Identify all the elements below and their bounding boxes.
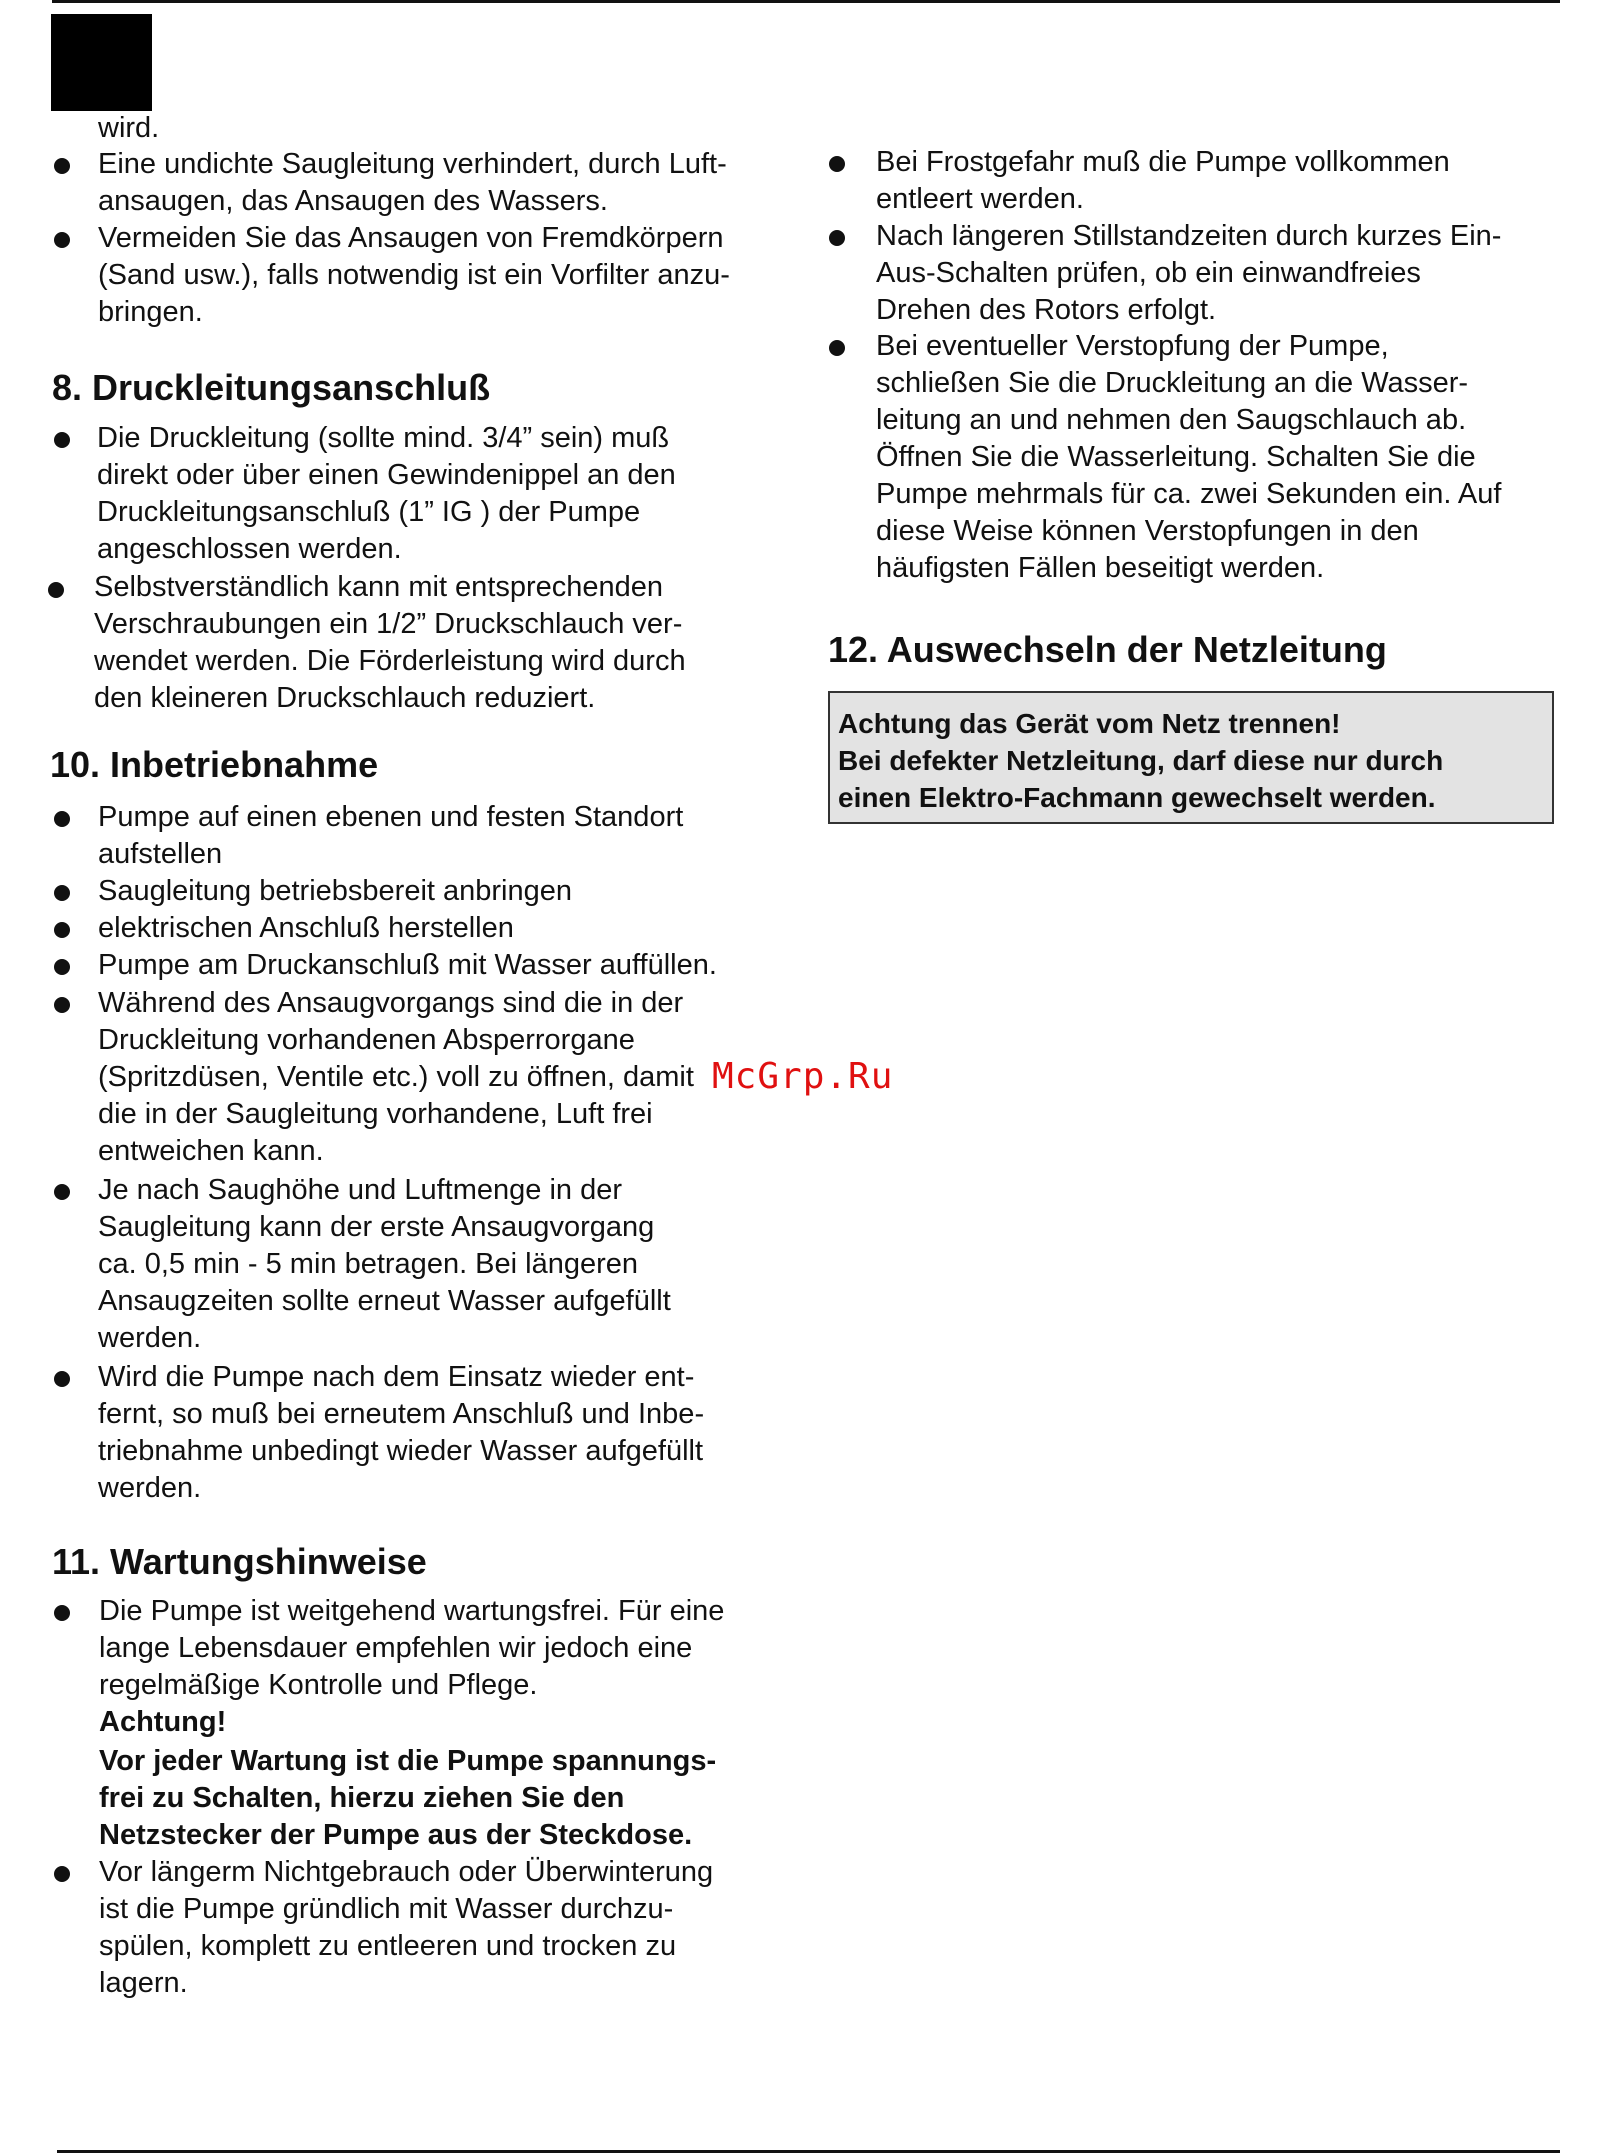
list-item-line: Pumpe mehrmals für ca. zwei Sekunden ein. Auf — [876, 478, 1502, 510]
bullet-icon — [54, 885, 70, 901]
list-item-line: Bei eventueller Verstopfung der Pumpe, — [876, 330, 1389, 362]
bullet-icon — [54, 959, 70, 975]
warning-box-line: einen Elektro-Fachmann gewechselt werden. — [838, 782, 1436, 813]
warning-box-line: Bei defekter Netzleitung, darf diese nur durch — [838, 745, 1444, 776]
bullet-icon — [829, 156, 845, 172]
list-item-line: Die Druckleitung (sollte mind. 3/4” sein) muß — [97, 422, 670, 454]
list-item-line: direkt oder über einen Gewindenippel an den — [97, 459, 676, 491]
section-12-title: 12. Auswechseln der Netzleitung — [828, 629, 1387, 670]
bullet-icon — [54, 1371, 70, 1387]
warning-line: Netzstecker der Pumpe aus der Steckdose. — [99, 1819, 693, 1851]
page-marker-block — [51, 14, 152, 111]
bullet-icon — [48, 582, 64, 598]
list-item-line: fernt, so muß bei erneutem Anschluß und Inbe- — [98, 1398, 705, 1430]
bottom-rule — [57, 2150, 1560, 2153]
list-item-line: lagern. — [99, 1967, 188, 1999]
list-item-line: Druckleitungsanschluß (1” IG ) der Pumpe — [97, 496, 641, 528]
bullet-icon — [54, 1605, 70, 1621]
list-item-line: werden. — [98, 1472, 202, 1504]
list-item-line: leitung an und nehmen den Saugschlauch ab. — [876, 404, 1467, 436]
warning-line: frei zu Schalten, hierzu ziehen Sie den — [99, 1782, 625, 1814]
list-item-line: spülen, komplett zu entleeren und trocken zu — [99, 1930, 677, 1962]
bullet-icon — [54, 1184, 70, 1200]
bullet-icon — [54, 432, 70, 448]
list-item-line: Saugleitung kann der erste Ansaugvorgang — [98, 1211, 655, 1243]
list-item-line: entweichen kann. — [98, 1135, 324, 1167]
list-item-line: Vermeiden Sie das Ansaugen von Fremdkörpern — [98, 222, 724, 254]
section-10-title: 10. Inbetriebnahme — [50, 744, 379, 785]
list-item-line: (Sand usw.), falls notwendig ist ein Vorfilter anzu- — [98, 259, 730, 291]
list-item-line: ansaugen, das Ansaugen des Wassers. — [98, 185, 608, 217]
bullet-icon — [54, 232, 70, 248]
bullet-icon — [829, 230, 845, 246]
top-rule — [52, 0, 1560, 3]
list-item-line: wendet werden. Die Förderleistung wird durch — [94, 645, 686, 677]
bullet-icon — [54, 997, 70, 1013]
bullet-icon — [54, 811, 70, 827]
bullet-icon — [829, 340, 845, 356]
list-item-line: aufstellen — [98, 838, 223, 870]
list-item-line: Nach längeren Stillstandzeiten durch kurzes Ein- — [876, 220, 1502, 252]
list-item-line: ist die Pumpe gründlich mit Wasser durchzu- — [99, 1893, 674, 1925]
list-item-line: die in der Saugleitung vorhandene, Luft frei — [98, 1098, 653, 1130]
list-item-line: Pumpe auf einen ebenen und festen Standort — [98, 801, 684, 833]
continuation-text: wird. — [98, 112, 160, 144]
list-item-line: ca. 0,5 min - 5 min betragen. Bei längeren — [98, 1248, 639, 1280]
list-item-line: Ansaugzeiten sollte erneut Wasser aufgefüllt — [98, 1285, 671, 1317]
bullet-icon — [54, 158, 70, 174]
list-item-line: Bei Frostgefahr muß die Pumpe vollkommen — [876, 146, 1450, 178]
list-item-line: (Spritzdüsen, Ventile etc.) voll zu öffnen, damit — [98, 1061, 694, 1093]
section-11-title: 11. Wartungshinweise — [52, 1541, 427, 1582]
list-item-line: Öffnen Sie die Wasserleitung. Schalten Sie die — [876, 441, 1476, 473]
list-item-line: lange Lebensdauer empfehlen wir jedoch eine — [99, 1632, 693, 1664]
list-item-line: angeschlossen werden. — [97, 533, 402, 565]
list-item-line: regelmäßige Kontrolle und Pflege. — [99, 1669, 538, 1701]
list-item-line: Eine undichte Saugleitung verhindert, durch Luft- — [98, 148, 727, 180]
list-item-line: Aus-Schalten prüfen, ob ein einwandfreies — [876, 257, 1421, 289]
list-item-line: schließen Sie die Druckleitung an die Wasser- — [876, 367, 1469, 399]
warning-box — [828, 691, 1554, 824]
section-8-title: 8. Druckleitungsanschluß — [52, 367, 491, 408]
list-item-line: diese Weise können Verstopfungen in den — [876, 515, 1419, 547]
list-item-line: Vor längerm Nichtgebrauch oder Überwinterung — [99, 1856, 714, 1888]
list-item-line: werden. — [98, 1322, 202, 1354]
bullet-icon — [54, 1866, 70, 1882]
bullet-icon — [54, 922, 70, 938]
list-item-line: bringen. — [98, 296, 203, 328]
list-item-line: Selbstverständlich kann mit entsprechenden — [94, 571, 664, 603]
list-item-line: den kleineren Druckschlauch reduziert. — [94, 682, 596, 714]
list-item-line: Druckleitung vorhandenen Absperrorgane — [98, 1024, 635, 1056]
watermark-text: McGrp.Ru — [712, 1056, 894, 1097]
warning-box-line: Achtung das Gerät vom Netz trennen! — [838, 708, 1341, 739]
list-item-line: Die Pumpe ist weitgehend wartungsfrei. Für eine — [99, 1595, 725, 1627]
list-item-line: entleert werden. — [876, 183, 1084, 215]
list-item-line: Saugleitung betriebsbereit anbringen — [98, 875, 573, 907]
list-item-line: Je nach Saughöhe und Luftmenge in der — [98, 1174, 623, 1206]
list-item-line: Während des Ansaugvorgangs sind die in der — [98, 987, 684, 1019]
list-item-line: Verschraubungen ein 1/2” Druckschlauch ver- — [94, 608, 683, 640]
list-item-line: elektrischen Anschluß herstellen — [98, 912, 514, 944]
list-item-line: häufigsten Fällen beseitigt werden. — [876, 552, 1325, 584]
warning-title: Achtung! — [99, 1706, 227, 1738]
list-item-line: Wird die Pumpe nach dem Einsatz wieder ent- — [98, 1361, 695, 1393]
list-item-line: Drehen des Rotors erfolgt. — [876, 294, 1217, 326]
list-item-line: triebnahme unbedingt wieder Wasser aufgefüllt — [98, 1435, 704, 1467]
list-item-line: Pumpe am Druckanschluß mit Wasser auffüllen. — [98, 949, 717, 981]
warning-line: Vor jeder Wartung ist die Pumpe spannungs- — [99, 1745, 717, 1777]
